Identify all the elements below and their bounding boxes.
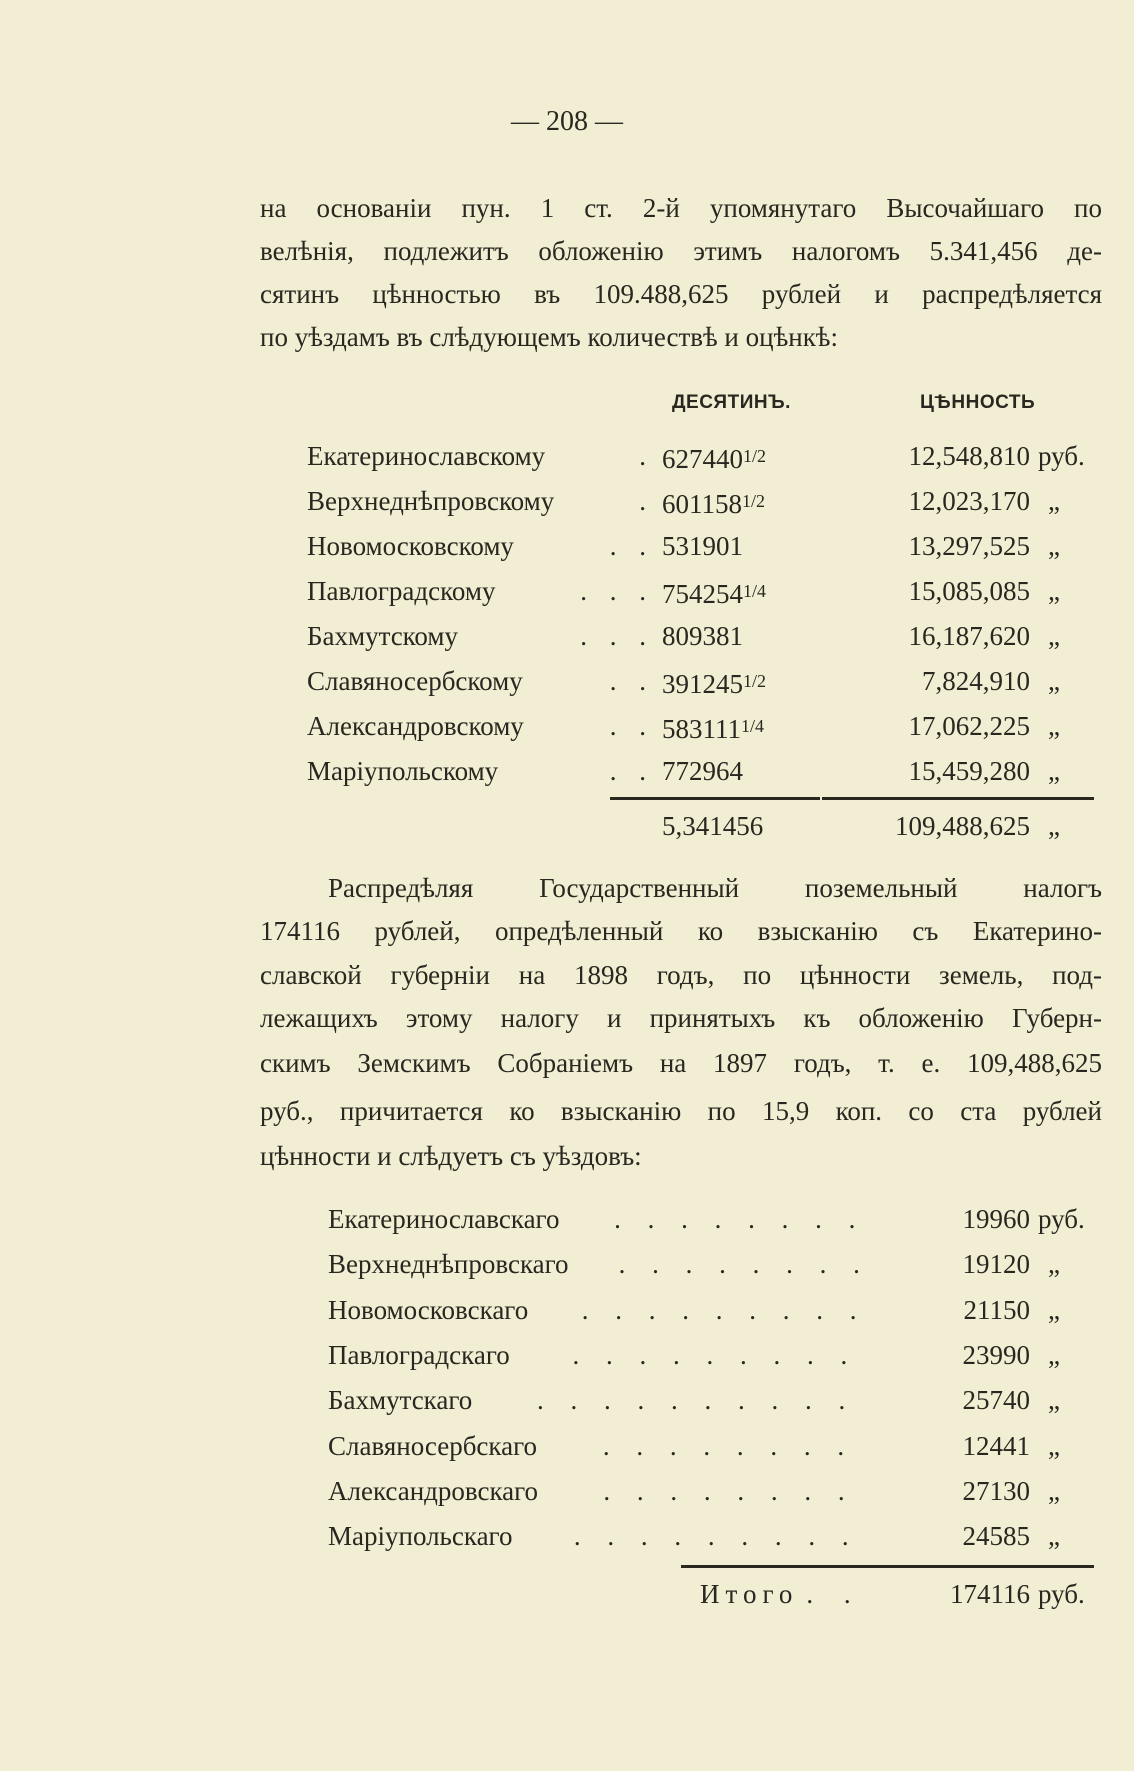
unit-label: „	[1048, 666, 1060, 696]
leader-dots: . . . . . . . .	[602, 1430, 855, 1461]
district-name: Екатеринославскаго	[328, 1204, 560, 1234]
unit-label: „	[1048, 576, 1060, 606]
tax-amount: 12441	[962, 1430, 1030, 1461]
column-header-desyatin: ДЕСЯТИНЪ.	[672, 392, 791, 413]
page-number: — 208 —	[511, 106, 623, 137]
unit-label: „	[1048, 531, 1060, 561]
leader-dots: . . . . . . . . .	[573, 1521, 859, 1552]
leader-dots: . . .	[580, 621, 654, 651]
unit-label: „	[1048, 1430, 1060, 1461]
desyatin-integer: 583111	[662, 714, 741, 744]
leader-dots: . . . . . . . .	[618, 1249, 870, 1280]
district-name: Екатеринославскому	[307, 441, 546, 471]
tax-amount: 23990	[962, 1339, 1030, 1370]
unit-label: „	[1048, 711, 1060, 741]
unit-label: „	[1048, 756, 1060, 786]
desyatin-fraction: 1/4	[743, 581, 767, 601]
leader-dots: .	[639, 486, 654, 516]
grand-total-row	[700, 1577, 1102, 1611]
total-label: Итого	[700, 1579, 799, 1609]
leader-dots: . . . . . . . . .	[572, 1339, 858, 1370]
table-row	[328, 1429, 1102, 1463]
district-name: Александровскаго	[328, 1475, 539, 1506]
unit-label: „	[1048, 1339, 1060, 1370]
desyatin-integer: 627440	[662, 444, 743, 474]
district-name: Павлоградскому	[307, 576, 496, 606]
land-value: 7,824,910	[922, 666, 1030, 696]
desyatin-value	[662, 529, 832, 563]
paragraph-line: лежащихъ этому налогу и принятыхъ къ обложенію Губерн-	[260, 1003, 1102, 1033]
district-name: Верхнеднѣпровскаго	[328, 1249, 569, 1280]
tax-amount: 27130	[962, 1475, 1030, 1506]
district-name: Павлоградскаго	[328, 1339, 510, 1370]
paragraph-line: на основаніи пун. 1 ст. 2-й упомянутаго Высочайшаго по	[260, 193, 1102, 223]
leader-dots: . . . . . . . .	[603, 1475, 855, 1506]
table-row	[307, 484, 1102, 518]
desyatin-integer: 531901	[662, 531, 743, 561]
desyatin-value	[662, 439, 832, 476]
desyatin-fraction: 1/2	[743, 446, 767, 466]
unit-label: „	[1048, 1521, 1060, 1552]
table-row	[307, 529, 1102, 563]
total-unit: „	[1048, 811, 1060, 841]
table-row	[328, 1338, 1102, 1372]
leader-dots: . .	[609, 756, 654, 786]
desyatin-value	[662, 619, 832, 653]
paragraph-line: руб., причитается ко взысканію по 15,9 коп. со ста рублей	[260, 1096, 1102, 1126]
district-name: Новомосковскаго	[328, 1294, 529, 1325]
desyatin-fraction: 1/4	[741, 716, 765, 736]
unit-label: „	[1048, 486, 1060, 516]
unit-label: „	[1048, 1475, 1060, 1506]
table-row	[328, 1474, 1102, 1508]
table-total-row	[307, 809, 1102, 843]
desyatin-integer: 809381	[662, 621, 743, 651]
table-row	[307, 439, 1102, 473]
desyatin-integer: 391245	[662, 669, 743, 699]
table-row	[328, 1293, 1102, 1327]
desyatin-value	[662, 664, 832, 701]
paragraph-line: велѣнія, подлежитъ обложенію этимъ налогомъ 5.341,456 де-	[260, 236, 1102, 266]
leader-dots: . .	[609, 531, 654, 561]
district-name: Александровскому	[307, 711, 524, 741]
leader-dots: . . .	[580, 576, 654, 606]
land-value: 13,297,525	[908, 531, 1030, 561]
table-row	[307, 709, 1102, 743]
leader-dots: . . . . . . . . .	[581, 1294, 867, 1325]
grand-total-value: 174116	[950, 1579, 1030, 1609]
leader-dots: .	[639, 441, 654, 471]
desyatin-value	[662, 709, 832, 746]
unit-label: руб.	[1038, 1204, 1085, 1234]
land-value: 17,062,225	[908, 711, 1030, 741]
grand-total-unit: руб.	[1038, 1579, 1085, 1609]
desyatin-value	[662, 754, 832, 788]
land-value: 15,085,085	[908, 576, 1030, 606]
desyatin-integer: 601158	[662, 489, 742, 519]
district-name: Бахмутскаго	[328, 1385, 473, 1416]
table-row	[307, 619, 1102, 653]
paragraph-line: по уѣздамъ въ слѣдующемъ количествѣ и оцѣнкѣ:	[260, 322, 838, 352]
total-rule	[681, 1565, 1094, 1568]
paragraph-line: 174116 рублей, опредѣленный ко взысканію съ Екатерино-	[260, 916, 1102, 946]
unit-label: руб.	[1038, 441, 1085, 471]
district-name: Маріупольскаго	[328, 1521, 513, 1552]
desyatin-fraction: 1/2	[743, 671, 767, 691]
desyatin-fraction: 1/2	[742, 491, 766, 511]
land-value: 12,023,170	[908, 486, 1030, 516]
paragraph-line: скимъ Земскимъ Собраніемъ на 1897 годъ, т. е. 109,488,625	[260, 1048, 1102, 1078]
unit-label: „	[1048, 1385, 1060, 1416]
land-value: 16,187,620	[908, 621, 1030, 651]
desyatin-value	[662, 574, 832, 611]
table-row	[307, 574, 1102, 608]
desyatin-integer: 772964	[662, 756, 743, 786]
empty-cell	[307, 809, 646, 843]
district-name: Верхнеднѣпровскому	[307, 486, 555, 516]
land-value: 15,459,280	[908, 756, 1030, 786]
tax-amount: 25740	[962, 1385, 1030, 1416]
leader-dots: . .	[609, 711, 654, 741]
district-name: Маріупольскому	[307, 756, 499, 786]
district-name: Бахмутскому	[307, 621, 459, 651]
district-name: Славяносербскаго	[328, 1430, 538, 1461]
table-row	[328, 1202, 1102, 1236]
table-row	[328, 1519, 1102, 1553]
total-desyatin: 5,341456	[662, 811, 764, 841]
paragraph-line: цѣнности и слѣдуетъ съ уѣздовъ:	[260, 1141, 642, 1171]
total-dots: . .	[806, 1579, 863, 1609]
land-value: 12,548,810	[908, 441, 1030, 471]
tax-amount: 19120	[962, 1249, 1030, 1280]
table-row	[307, 664, 1102, 698]
paragraph-line: славской губерніи на 1898 годъ, по цѣнности земель, под-	[260, 960, 1102, 990]
paragraph-line: Распредѣляя Государственный поземельный налогъ	[328, 873, 1102, 903]
unit-label: „	[1048, 621, 1060, 651]
leader-dots: . .	[609, 666, 654, 696]
unit-label: „	[1048, 1249, 1060, 1280]
tax-amount: 21150	[963, 1294, 1030, 1325]
paragraph-line: сятинъ цѣнностью въ 109.488,625 рублей и распредѣляется	[260, 279, 1102, 309]
leader-dots: . . . . . . . .	[614, 1204, 866, 1234]
unit-label: „	[1048, 1294, 1060, 1325]
total-rule-value	[822, 797, 1094, 800]
district-name: Славяносербскому	[307, 666, 523, 696]
tax-amount: 19960	[962, 1204, 1030, 1234]
district-name: Новомосковскому	[307, 531, 514, 561]
leader-dots: . . . . . . . . . .	[537, 1385, 856, 1416]
desyatin-value	[662, 484, 832, 521]
table-row	[307, 754, 1102, 788]
tax-amount: 24585	[962, 1521, 1030, 1552]
total-rule-desyatin	[610, 797, 820, 800]
desyatin-integer: 754254	[662, 579, 743, 609]
table-row	[328, 1383, 1102, 1417]
total-value: 109,488,625	[895, 811, 1030, 841]
table-row	[328, 1247, 1102, 1281]
column-header-value: ЦѢННОСТЬ	[920, 392, 1036, 413]
